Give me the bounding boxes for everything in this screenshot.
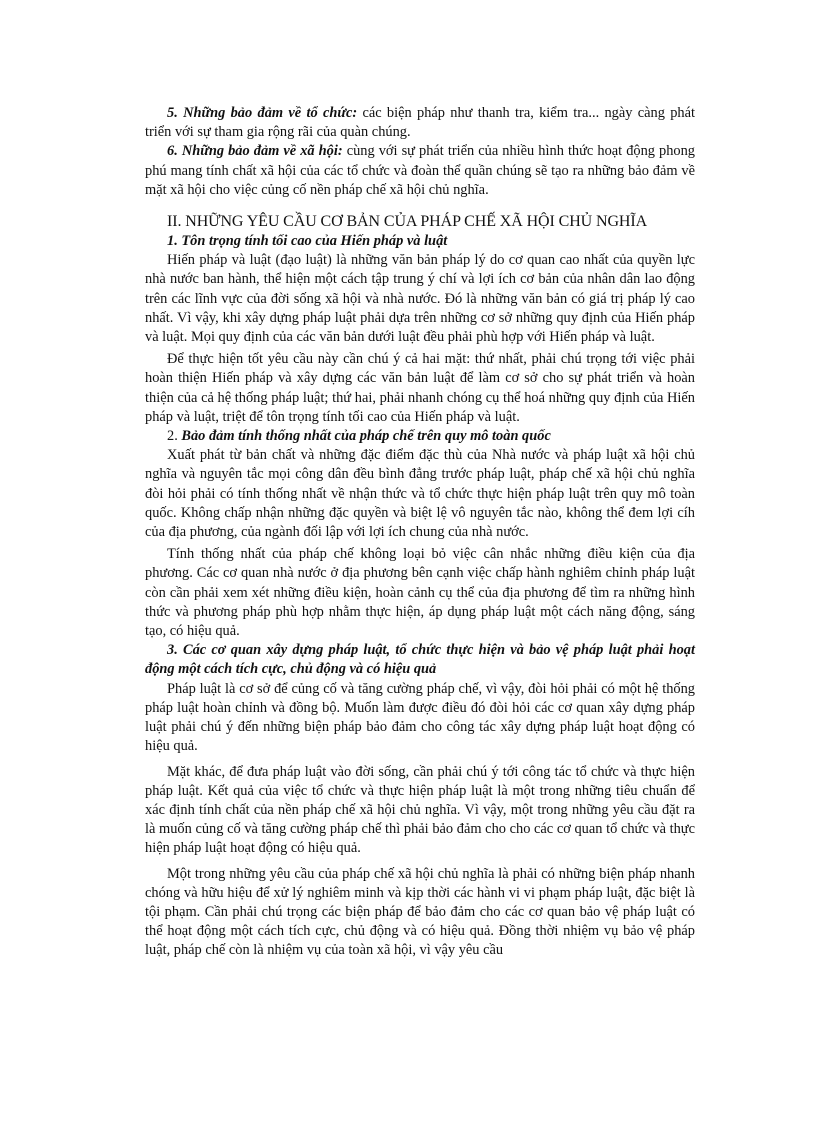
subsection-3-paragraph-2: Mặt khác, để đưa pháp luật vào đời sống, cần phải chú ý tới công tác tổ chức và thực hiện pháp luật. Kết quả của việc tổ chức và thực hiện pháp luật là một trong những tiêu chuẩn để xác định tính chất của nền pháp chế xã hội chủ nghĩa. Vì vậy, một trong những yêu cầu đặt ra là muốn củng cố và tăng cường pháp chế thì phải bảo đảm cho cho các cơ quan tổ chức và thực hiện pháp luật hoạt động có hiệu quả. bbox=[145, 763, 695, 857]
section-5-heading: 5. Những bảo đảm về tổ chức: bbox=[167, 105, 358, 121]
subsection-2-heading-line bbox=[145, 427, 695, 446]
subsection-1-paragraph-1: Hiến pháp và luật (đạo luật) là những văn bản pháp lý do cơ quan cao nhất của quyền lực nhà nước ban hành, thể hiện một cách tập trung ý chí và lợi ích cơ bản của nhân dân lao động trên các lĩnh vực của đời sống xã hội và nhà nước. Đó là những văn bản có giá trị pháp lý cao nhất. Vì vậy, khi xây dựng pháp luật phải dựa trên những cơ sở những quy định của Hiến pháp và luật. Mọi quy định của các văn bản dưới luật đều phải phù hợp với Hiến pháp và luật. bbox=[145, 252, 695, 346]
section-6-text: cùng với sự phát triển của nhiều hình thức hoạt động phong phú mang tính chất xã hội của các tổ chức và đoàn thể quần chúng sẽ tạo ra những bảo đảm về mặt xã hội cho việc củng cố nền pháp chế xã hội chủ nghĩa. bbox=[145, 143, 696, 198]
subsection-3-paragraph-3: Một trong những yêu cầu của pháp chế xã hội chủ nghĩa là phải có những biện pháp nhanh chóng và hữu hiệu để xử lý nghiêm minh và kịp thời các hành vi vi phạm pháp luật, đặc biệt là tội phạm. Cần phải chú trọng các biện pháp để bảo đảm cho các cơ quan bảo vệ pháp luật có thể hoạt động một cách tích cực, chủ động và có hiệu quả. Đồng thời nhiệm vụ bảo vệ pháp luật, pháp chế còn là nhiệm vụ của toàn xã hội, vì vậy yêu cầu bbox=[145, 865, 695, 959]
subsection-2-paragraph-1: Xuất phát từ bản chất và những đặc điểm đặc thù của Nhà nước và pháp luật xã hội chủ nghĩa và nguyên tắc mọi công dân đều bình đẳng trước pháp luật, pháp chế xã hội chủ nghĩa đòi hỏi phải có tính thống nhất về nhận thức và tổ chức thực hiện pháp luật trên quy mô toàn quốc. Không chấp nhận những đặc quyền và biệt lệ vô nguyên tắc nào, không thể đem lợi cíh của địa phương, của ngành đối lập với lợi ích chung của nhà nước. bbox=[145, 447, 695, 541]
subsection-1-heading: 1. Tôn trọng tính tối cao của Hiến pháp và luật bbox=[167, 233, 448, 250]
document-page bbox=[145, 104, 695, 961]
paragraph-section-6 bbox=[145, 142, 695, 200]
subsection-2-number: 2. bbox=[167, 428, 182, 445]
subsection-2-paragraph-2: Tính thống nhất của pháp chế không loại bỏ việc cân nhắc những điều kiện của địa phương. Các cơ quan nhà nước ở địa phương bên cạnh việc chấp hành nghiêm chỉnh pháp luật còn cần phải xem xét những điều kiện, hoàn cảnh cụ thể của địa phương để tìm ra những hình thức và phương pháp phù hợp nhằm thực hiện, áp dụng pháp luật một cách năng động, sáng tạo, có hiệu quả. bbox=[145, 546, 695, 640]
section-5-text: các biện pháp như thanh tra, kiểm tra... ngày càng phát triển với sự tham gia rộng rãi của quàn chúng. bbox=[145, 105, 695, 141]
subsection-2-heading: Bảo đảm tính thống nhất của pháp chế trên quy mô toàn quốc bbox=[181, 428, 551, 445]
subsection-3-heading: 3. Các cơ quan xây dựng pháp luật, tổ chức thực hiện và bảo vệ pháp luật phải hoạt động một cách tích cực, chủ động và có hiệu quả bbox=[145, 642, 695, 678]
subsection-1-paragraph-2: Để thực hiện tốt yêu cầu này cần chú ý cả hai mặt: thứ nhất, phải chú trọng tới việc phải hoàn thiện Hiến pháp và xây dựng các văn bản luật để làm cơ sở cho sự phát triển và hoàn thiện của cả hệ thống pháp luật; thứ hai, phải nhanh chóng cụ thể hoá những quy định của Hiến pháp và luật, triệt để tôn trọng tính tối cao của Hiến pháp và luật. bbox=[145, 351, 695, 425]
subsection-3-paragraph-1: Pháp luật là cơ sở để củng cố và tăng cường pháp chế, vì vậy, đòi hỏi phải có một hệ thống pháp luật hoàn chỉnh và đồng bộ. Muốn làm được điều đó đòi hỏi các cơ quan xây dựng pháp luật phải chú ý đến những biện pháp bảo đảm cho công tác xây dựng pháp luật hoạt động có hiệu quả. bbox=[145, 680, 695, 755]
section-6-heading: 6. Những bảo đảm về xã hội: bbox=[167, 143, 343, 160]
paragraph-section-5 bbox=[145, 104, 695, 142]
part-2-title: II. NHỮNG YÊU CẦU CƠ BẢN CỦA PHÁP CHẾ XÃ HỘI CHỦ NGHĨA bbox=[167, 213, 648, 231]
